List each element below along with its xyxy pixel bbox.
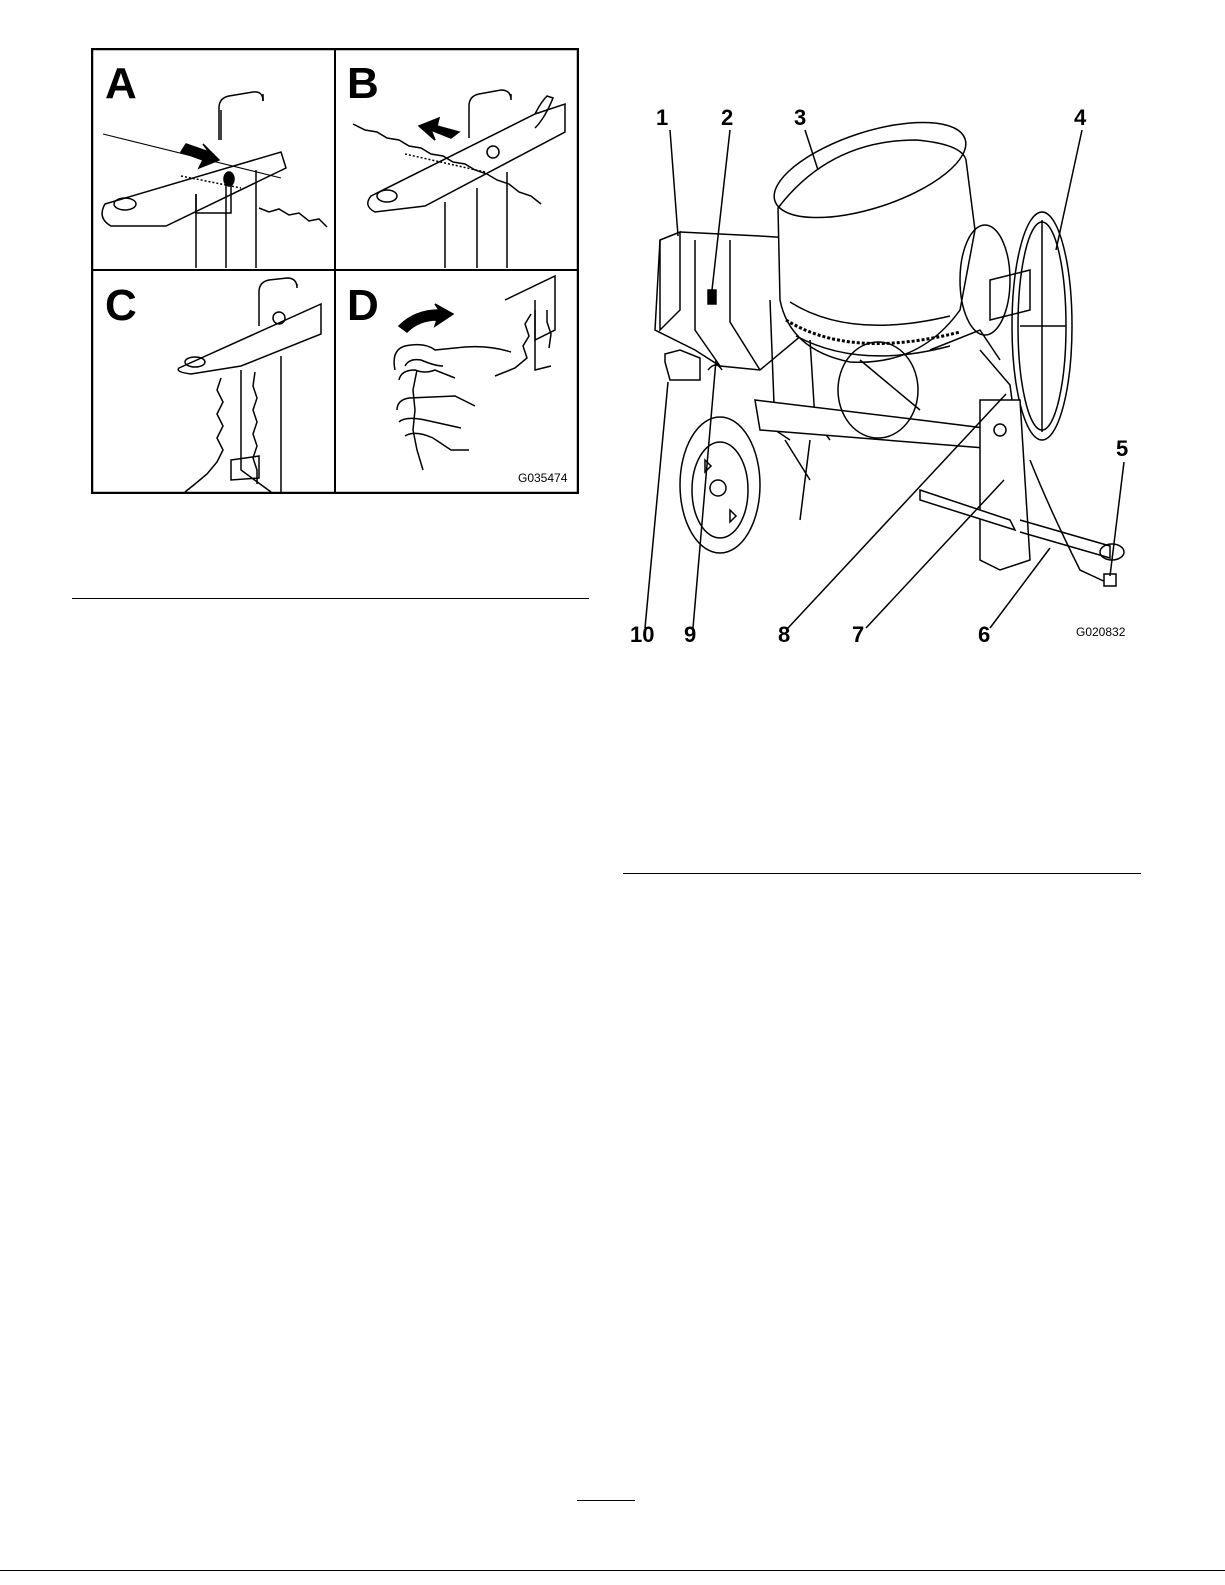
left-figure-id: G035474 — [518, 471, 568, 485]
footer-line — [0, 1570, 1225, 1571]
right-figure-id: G020832 — [1076, 625, 1126, 639]
panel-d-letter: D — [347, 281, 379, 330]
callout-10: 10 — [630, 622, 655, 647]
section-rule-right — [623, 873, 1141, 874]
page-number — [577, 1478, 635, 1501]
callout-1: 1 — [656, 105, 669, 130]
callout-6: 6 — [978, 622, 991, 647]
section-rule-left — [72, 598, 589, 599]
panel-c-letter: C — [105, 281, 137, 330]
callout-2: 2 — [721, 105, 734, 130]
panel-a-letter: A — [105, 59, 137, 108]
callout-3: 3 — [794, 105, 807, 130]
panel-b-letter: B — [347, 59, 379, 108]
callout-7: 7 — [852, 622, 865, 647]
chain-installation-figure — [91, 48, 579, 494]
callout-8: 8 — [778, 622, 791, 647]
mixer-parts-figure — [620, 100, 1140, 650]
callout-4: 4 — [1074, 105, 1087, 130]
callout-5: 5 — [1116, 436, 1129, 461]
callout-9: 9 — [684, 622, 697, 647]
